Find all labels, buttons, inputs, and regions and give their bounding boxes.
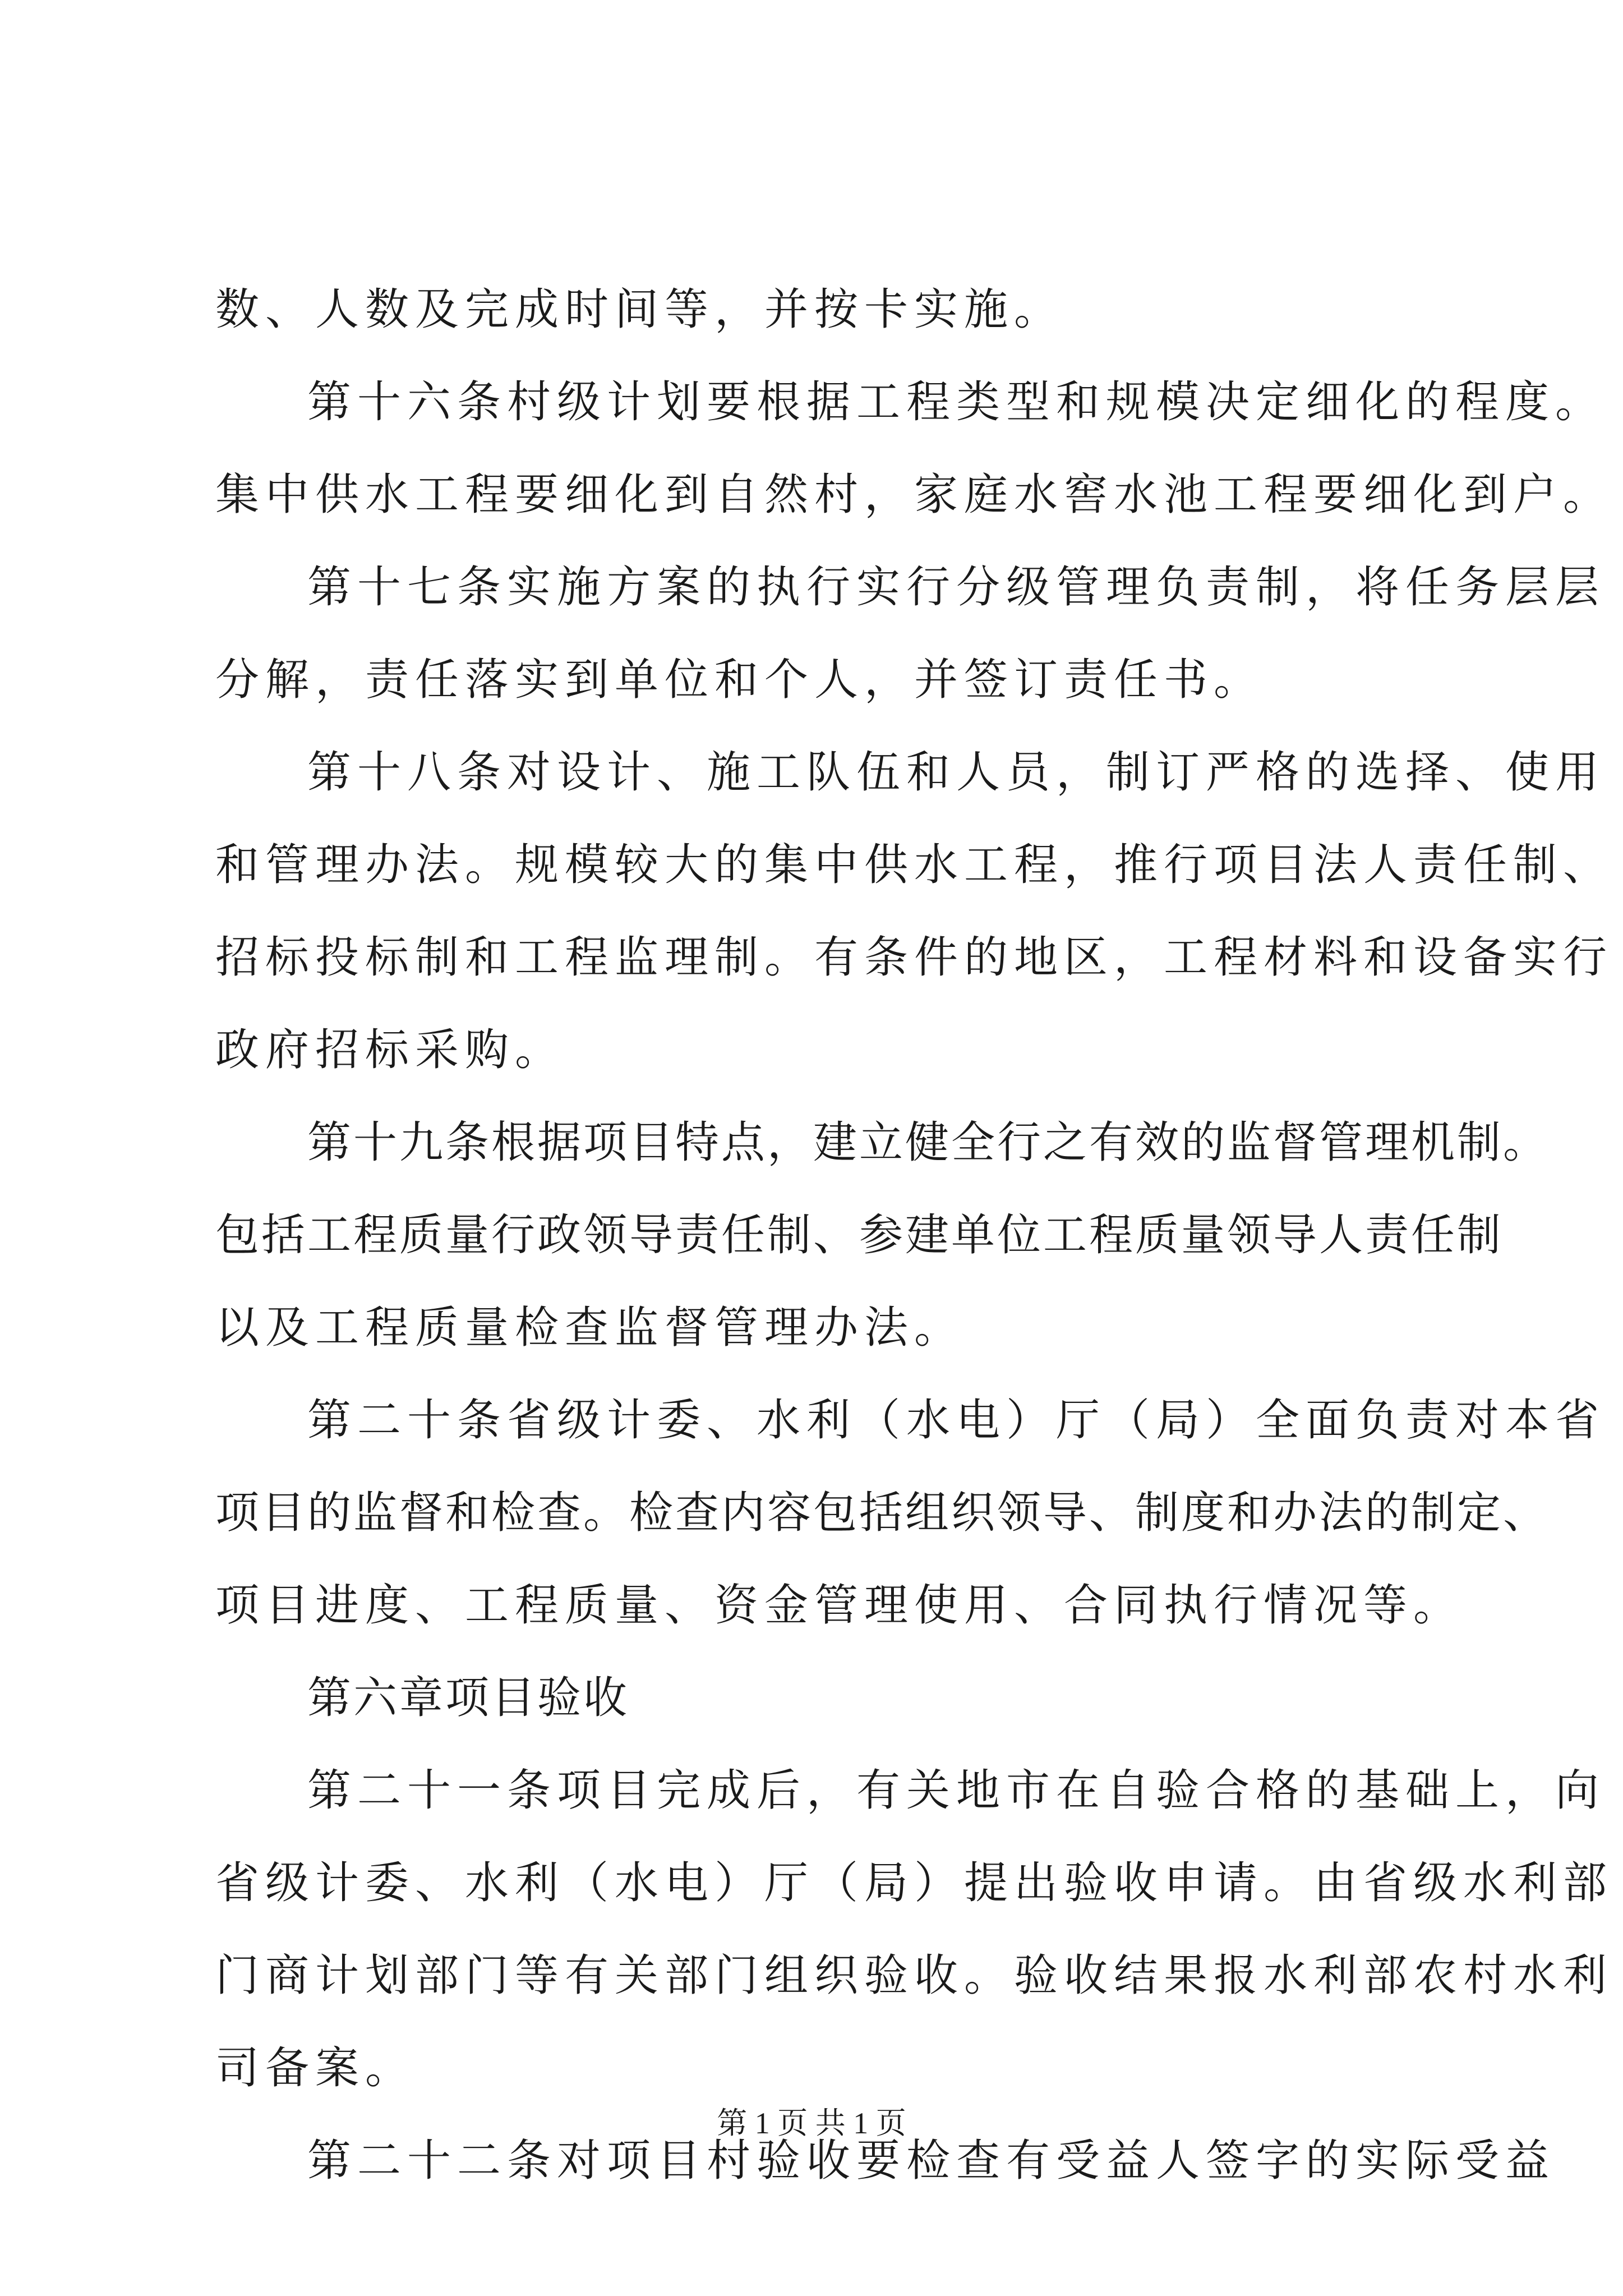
text-line: 集中供水工程要细化到自然村，家庭水窖水池工程要细化到户。	[215, 470, 1613, 520]
text-line: 门商计划部门等有关部门组织验收。验收结果报水利部农村水利	[215, 1950, 1613, 2001]
text-line: 以及工程质量检查监督管理办法。	[215, 1303, 965, 1353]
text-line: 项目的监督和检查。检查内容包括组织领导、制度和办法的制定、	[215, 1488, 1550, 1538]
text-line: 第二十条省级计委、水利（水电）厅（局）全面负责对本省	[307, 1395, 1606, 1446]
text-line: 第二十二条对项目村验收要检查有受益人签字的实际受益	[307, 2136, 1556, 2186]
text-line: 数、人数及完成时间等，并按卡实施。	[215, 284, 1064, 335]
text-line: 第十六条村级计划要根据工程类型和规模决定细化的程度。	[307, 377, 1606, 427]
document-body	[215, 264, 1613, 2207]
text-line: 项目进度、工程质量、资金管理使用、合同执行情况等。	[215, 1580, 1464, 1631]
text-line: 第十九条根据项目特点，建立健全行之有效的监督管理机制。	[307, 1117, 1550, 1168]
text-line: 第十八条对设计、施工队伍和人员，制订严格的选择、使用	[307, 747, 1606, 798]
text-line: 省级计委、水利（水电）厅（局）提出验收申请。由省级水利部	[215, 1858, 1613, 1908]
text-line: 第十七条实施方案的执行实行分级管理负责制，将任务层层	[307, 562, 1606, 613]
text-line: 司备案。	[215, 2043, 416, 2093]
text-line: 招标投标制和工程监理制。有条件的地区，工程材料和设备实行	[215, 932, 1613, 983]
text-line: 政府招标采购。	[215, 1025, 565, 1075]
text-line: 和管理办法。规模较大的集中供水工程，推行项目法人责任制、	[215, 840, 1613, 890]
text-line: 分解，责任落实到单位和个人，并签订责任书。	[215, 655, 1264, 705]
page-footer: 第 1 页 共 1 页	[717, 2106, 906, 2140]
chapter-heading: 第六章项目验收	[307, 1673, 630, 1723]
text-line: 包括工程质量行政领导责任制、参建单位工程质量领导人责任制	[215, 1210, 1504, 1260]
text-line: 第二十一条项目完成后，有关地市在自验合格的基础上，向	[307, 1765, 1606, 1816]
